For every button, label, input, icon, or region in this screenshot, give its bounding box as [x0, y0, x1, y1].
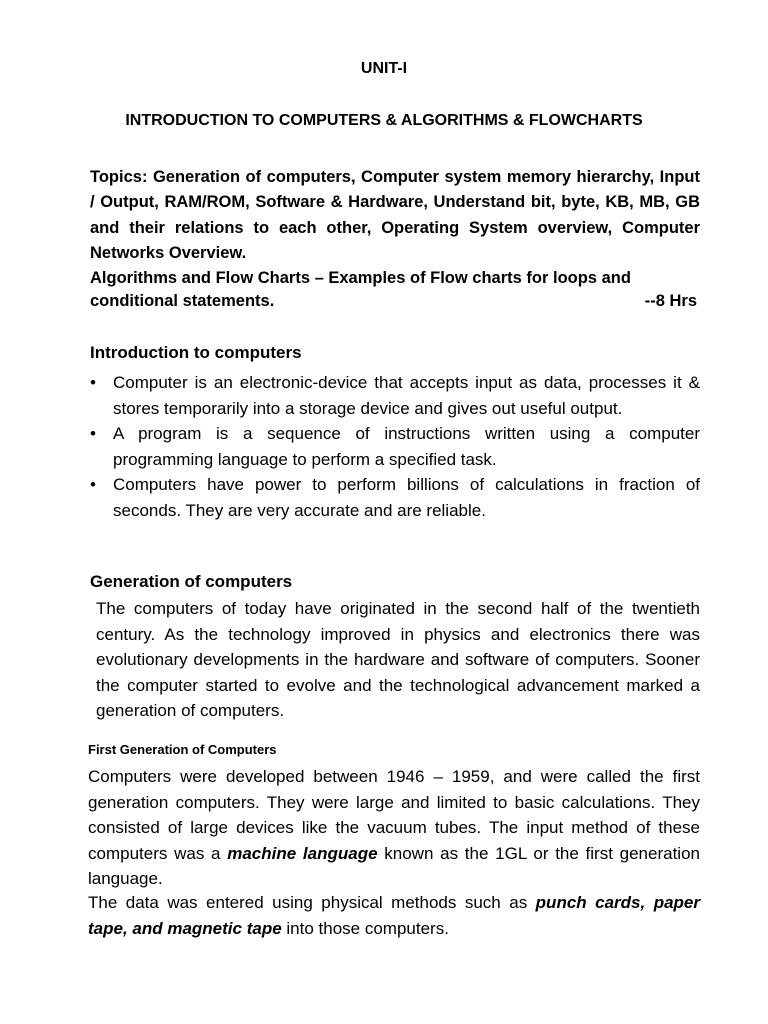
list-item — [90, 421, 700, 472]
bullet-text: A program is a sequence of instructions written using a computer programming language to perform a specified task. — [113, 424, 700, 469]
bullet-text: Computer is an electronic-device that accepts input as data, processes it & stores temporarily into a storage device and gives out useful output. — [113, 373, 700, 418]
bullet-icon: • — [90, 424, 96, 443]
intro-bullet-list — [90, 370, 700, 523]
hours-label: --8 Hrs — [644, 292, 697, 310]
topics-text: Topics: Generation of computers, Computer system memory hierarchy, Input / Output, RAM/ROM, Software & Hardware, Understand bit, byte, KB, MB, GB and their relations to each other, Operating System overview, Computer Networks Overview. — [90, 168, 700, 262]
topics-paragraph — [90, 165, 700, 291]
data-entry-text-1: The data was entered using physical methods such as — [88, 893, 536, 912]
conditional-text: conditional statements. — [90, 292, 275, 310]
bullet-icon: • — [90, 475, 96, 494]
page-title: INTRODUCTION TO COMPUTERS & ALGORITHMS & FLOWCHARTS — [125, 112, 643, 129]
generation-heading: Generation of computers — [90, 572, 293, 591]
bullet-text: Computers have power to perform billions of calculations in fraction of seconds. They are very accurate and are reliable. — [113, 475, 700, 520]
machine-language-emphasis: machine language — [227, 843, 378, 863]
unit-label: UNIT-I — [360, 60, 408, 77]
first-generation-paragraph — [88, 764, 700, 892]
first-gen-text-2: known as the 1GL or the first generation language. — [88, 843, 700, 888]
bullet-icon: • — [90, 373, 96, 392]
first-gen-text-1: Computers were developed between 1946 – 1959, and were called the first generation computers. They were large and limited to basic calculations. They consisted of large devices like the vacuum tubes. The input method of these computers was a — [88, 767, 700, 863]
first-generation-heading: First Generation of Computers — [88, 742, 277, 757]
list-item — [90, 370, 700, 421]
data-entry-text-2: into those computers. — [281, 918, 449, 938]
algorithms-text: Algorithms and Flow Charts – Examples of Flow charts for loops and — [90, 269, 631, 288]
topics-hours-line — [90, 292, 697, 311]
data-entry-paragraph — [88, 890, 700, 941]
intro-heading: Introduction to computers — [90, 343, 302, 362]
generation-paragraph: The computers of today have originated in the second half of the twentieth century. As the technology improved in physics and electronics there was evolutionary developments in the hardware and software of computers. Sooner the computer started to evolve and the technological advancement marked a generation of computers. — [96, 599, 700, 720]
list-item — [90, 472, 700, 523]
input-media-emphasis: punch cards, paper tape, and magnetic tape — [88, 893, 700, 938]
